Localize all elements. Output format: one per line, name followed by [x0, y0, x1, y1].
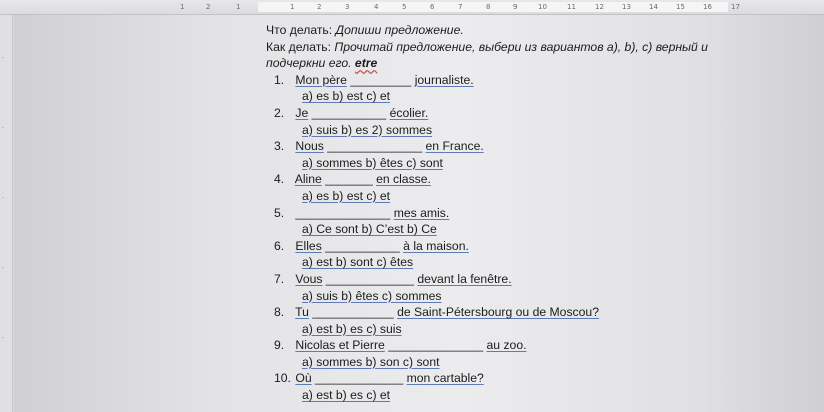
exercise-number: 2. [274, 105, 285, 120]
exercise-subject: Nous [295, 139, 324, 154]
ruler-tick: 8 [486, 3, 491, 11]
ruler-tick: 2 [206, 3, 211, 11]
options-text: a) es b) est c) et [302, 89, 391, 104]
exercise-ending: mes amis. [393, 205, 450, 220]
ruler-tick: 2 [317, 3, 322, 11]
document-body[interactable] [266, 22, 756, 404]
options-text: a) suis b) êtes c) sommes [302, 288, 442, 303]
exercise-options [266, 288, 756, 305]
exercise-number: 7. [274, 271, 285, 286]
ruler-tick: 1 [236, 3, 241, 11]
exercise-options [266, 221, 756, 238]
task-how-continued [266, 55, 756, 72]
exercise-blank[interactable]: _____________ [315, 371, 404, 386]
exercise-question [266, 205, 756, 222]
ruler-tick: 16 [703, 3, 712, 11]
exercise-options [266, 354, 756, 371]
ruler-tick: 7 [458, 3, 463, 11]
exercise-options [266, 254, 756, 271]
exercise-subject: Vous [295, 271, 323, 286]
how-text-continued: подчеркни его. [266, 56, 352, 71]
exercise-question [266, 271, 756, 288]
exercise-ending: journaliste. [414, 72, 474, 87]
exercise-ending: devant la fenêtre. [417, 271, 512, 286]
vertical-ruler[interactable] [0, 15, 13, 412]
exercise-subject: Elles [295, 238, 322, 253]
exercise-question [266, 72, 756, 89]
exercise-ending: en classe. [376, 172, 431, 187]
exercise-subject: Mon père [295, 72, 347, 87]
exercise-options [266, 321, 756, 338]
ruler-tick: 10 [538, 3, 547, 11]
how-label: Как делать: [266, 39, 332, 54]
exercise-number: 10. [274, 371, 291, 386]
exercise-question [266, 171, 756, 188]
options-text: a) est b) sont c) êtes [302, 255, 414, 270]
exercise-blank[interactable]: ______________ [388, 338, 484, 353]
options-text: a) sommes b) son c) sont [302, 354, 440, 369]
task-what [266, 22, 756, 39]
what-label: Что делать: [266, 23, 333, 37]
options-text: a) sommes b) êtes c) sont [302, 155, 443, 170]
exercise-blank[interactable]: _______ [325, 172, 373, 187]
ruler-tick: 13 [622, 3, 631, 11]
exercise-blank[interactable]: _________ [350, 72, 412, 87]
ruler-tick: 12 [595, 3, 604, 11]
exercise-options [266, 155, 756, 172]
exercise-number: 1. [274, 72, 285, 87]
what-text: Допиши предложение. [335, 23, 464, 37]
exercise-question [266, 337, 756, 354]
ruler-tick: 4 [374, 3, 379, 11]
options-text: a) Ce sont b) C’est b) Ce [302, 222, 437, 237]
exercise-number: 4. [274, 172, 285, 187]
ruler-tick: 5 [402, 3, 407, 11]
exercise-question [266, 138, 756, 155]
exercise-blank[interactable]: ______________ [327, 139, 423, 154]
ruler-tick: 15 [676, 3, 685, 11]
exercise-list [266, 72, 756, 404]
exercise-question [266, 370, 756, 387]
exercise-options [266, 88, 756, 105]
verb-label: etre [354, 56, 378, 71]
exercise-blank[interactable]: ______________ [295, 205, 391, 220]
exercise-blank[interactable]: ____________ [312, 305, 394, 320]
vruler-tick: · [2, 55, 4, 62]
exercise-blank[interactable]: _____________ [325, 271, 415, 286]
options-text: a) es b) est c) et [302, 188, 391, 203]
exercise-ending: de Saint-Pétersbourg ou de Moscou? [397, 305, 599, 320]
exercise-number: 9. [274, 338, 285, 353]
exercise-blank[interactable]: ___________ [325, 238, 400, 253]
exercise-subject: Je [295, 105, 309, 120]
exercise-ending: à la maison. [403, 238, 469, 253]
ruler-tick: 1 [290, 3, 295, 11]
ruler-tick: 17 [731, 3, 740, 11]
ruler-tick: 9 [513, 3, 518, 11]
exercise-number: 5. [274, 205, 285, 220]
exercise-options [266, 122, 756, 139]
how-text: Прочитай предложение, выбери из вариантов а), b), c) верный и [334, 39, 708, 54]
ruler-tick: 3 [345, 3, 350, 11]
exercise-question [266, 105, 756, 122]
vruler-tick: · [2, 125, 4, 132]
exercise-subject: Nicolas et Pierre [295, 338, 385, 353]
exercise-ending: en France. [425, 139, 484, 154]
vruler-tick: · [2, 335, 4, 342]
exercise-ending: au zoo. [486, 338, 527, 353]
options-text: a) est b) es c) et [302, 388, 391, 403]
ruler-tick: 6 [430, 3, 435, 11]
ruler-tick: 11 [567, 3, 576, 11]
exercise-options [266, 188, 756, 205]
options-text: a) est b) es c) suis [302, 321, 402, 336]
exercise-subject: Où [295, 371, 312, 386]
exercise-subject: Aline [294, 172, 322, 187]
ruler-tick: 14 [649, 3, 658, 11]
task-how [266, 39, 756, 56]
exercise-number: 3. [274, 139, 285, 154]
vruler-tick: · [2, 195, 4, 202]
exercise-question [266, 304, 756, 321]
horizontal-ruler[interactable] [0, 0, 824, 15]
exercise-ending: écolier. [389, 105, 429, 120]
exercise-ending: mon cartable? [406, 371, 484, 386]
exercise-subject: Tu [295, 305, 309, 320]
exercise-number: 6. [274, 238, 285, 253]
vruler-tick: · [2, 265, 4, 272]
exercise-number: 8. [274, 305, 285, 320]
exercise-question [266, 238, 756, 255]
exercise-options [266, 387, 756, 404]
ruler-tick: 1 [180, 3, 185, 11]
options-text: a) suis b) es 2) sommes [302, 122, 433, 137]
exercise-blank[interactable]: ___________ [311, 105, 387, 120]
